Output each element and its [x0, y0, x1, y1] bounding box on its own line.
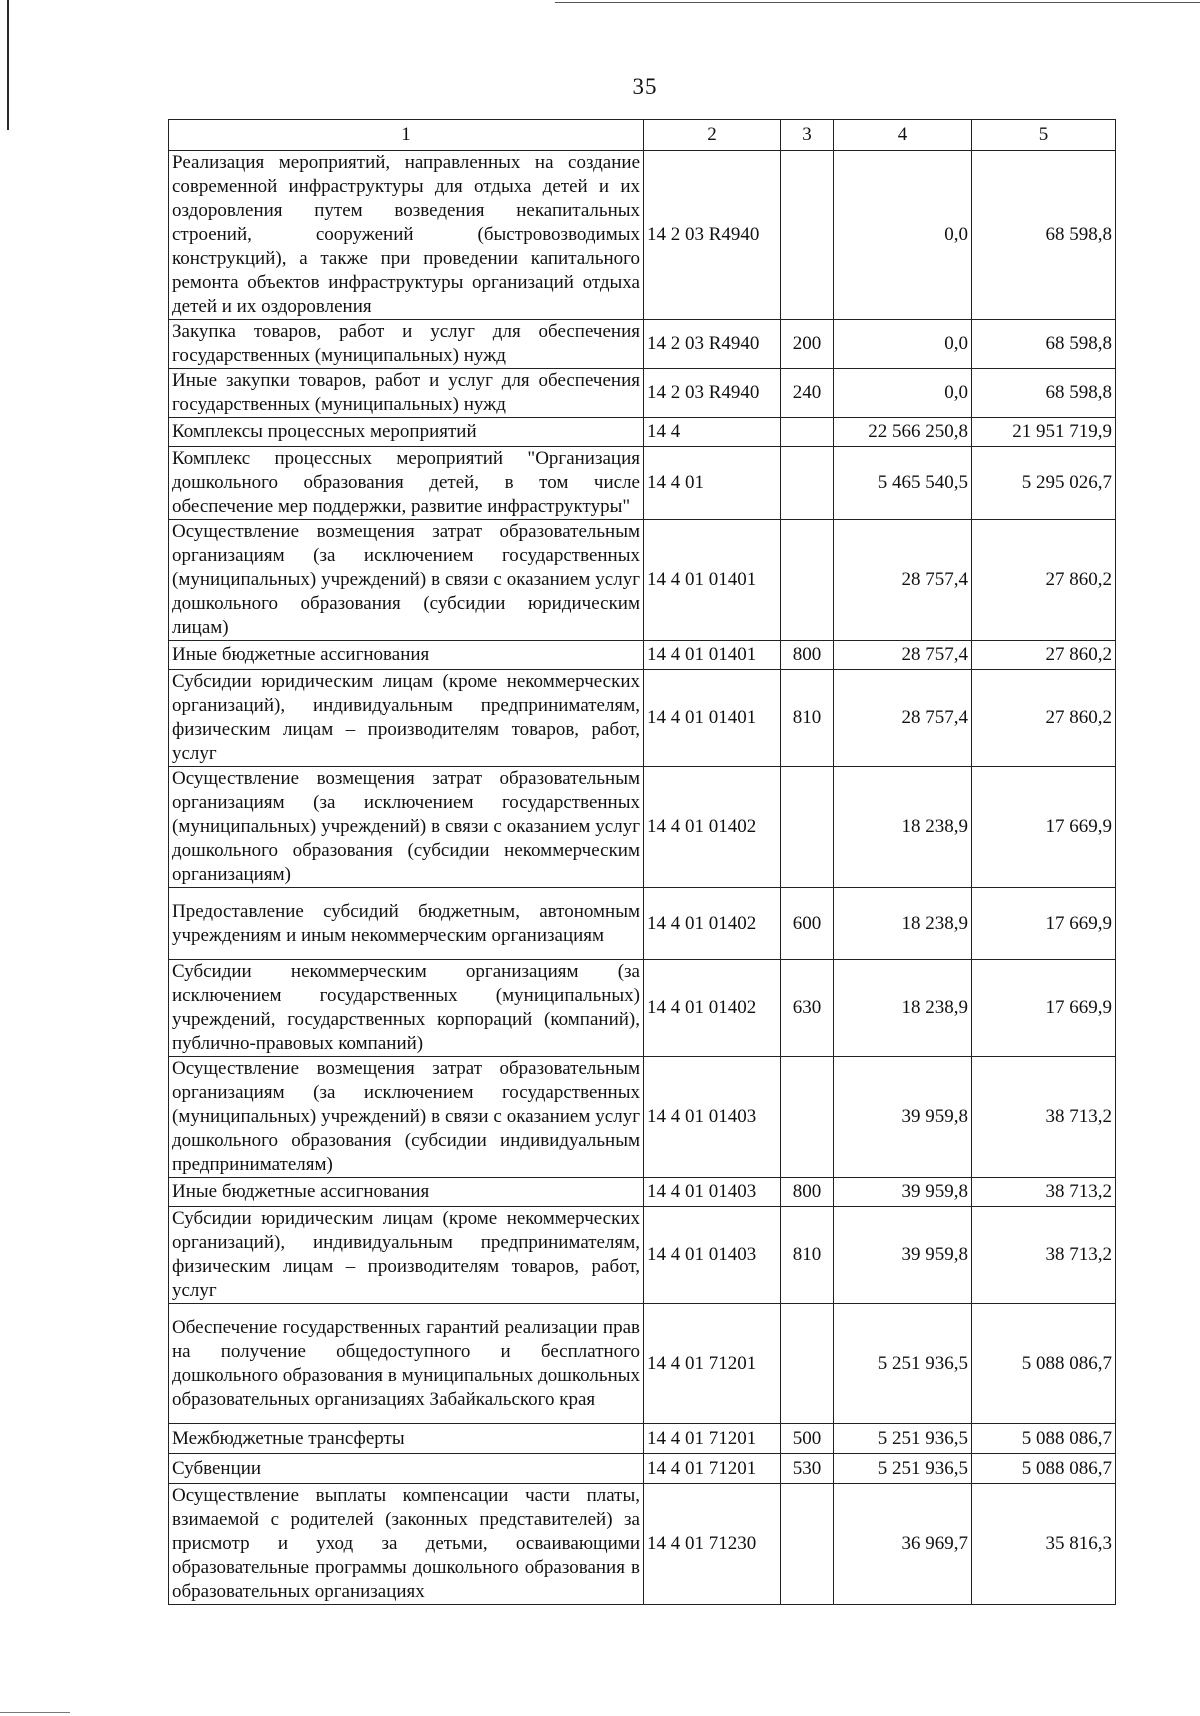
row-name: Межбюджетные трансферты	[169, 1424, 644, 1454]
row-expense-type: 200	[781, 320, 834, 369]
row-code: 14 4 01 01401	[644, 641, 781, 670]
row-code: 14 4 01 71201	[644, 1424, 781, 1454]
row-expense-type	[781, 767, 834, 888]
row-code: 14 4 01 01403	[644, 1207, 781, 1304]
row-name: Осуществление возмещения затрат образовательным организациям (за исключением государственных (муниципальных) учреждений) в связи с оказанием услуг дошкольного образования (субсидии юридическим лицам)	[169, 520, 644, 641]
scan-bottom-edge-mark	[0, 1712, 70, 1713]
row-name: Комплекс процессных мероприятий "Организация дошкольного образования детей, в том числе обеспечение мер поддержки, развитие инфраструктуры"	[169, 447, 644, 520]
row-value-col5: 27 860,2	[972, 670, 1116, 767]
row-code: 14 4 01 71230	[644, 1484, 781, 1605]
row-value-col4: 39 959,8	[834, 1207, 972, 1304]
row-value-col5: 68 598,8	[972, 369, 1116, 418]
row-value-col5: 5 295 026,7	[972, 447, 1116, 520]
table-row	[169, 1484, 1116, 1605]
table-row	[169, 1304, 1116, 1424]
row-expense-type: 800	[781, 641, 834, 670]
row-value-col5: 27 860,2	[972, 520, 1116, 641]
header-col-4: 4	[834, 120, 972, 151]
row-name: Реализация мероприятий, направленных на создание современной инфраструктуры для отдыха детей и их оздоровления путем возведения некапитальных строений, сооружений (быстровозводимых конструкций), а также при проведении капитального ремонта объектов инфраструктуры организаций отдыха детей и их оздоровления	[169, 151, 644, 320]
header-col-2: 2	[644, 120, 781, 151]
row-code: 14 2 03 R4940	[644, 369, 781, 418]
row-name: Иные бюджетные ассигнования	[169, 1178, 644, 1207]
row-value-col5: 5 088 086,7	[972, 1454, 1116, 1484]
table-body	[169, 151, 1116, 1605]
row-name: Предоставление субсидий бюджетным, автономным учреждениям и иным некоммерческим организациям	[169, 888, 644, 960]
row-value-col4: 5 251 936,5	[834, 1454, 972, 1484]
table-row	[169, 1424, 1116, 1454]
header-col-1: 1	[169, 120, 644, 151]
row-value-col4: 18 238,9	[834, 888, 972, 960]
row-expense-type: 810	[781, 670, 834, 767]
row-value-col4: 18 238,9	[834, 767, 972, 888]
row-code: 14 4	[644, 418, 781, 447]
row-name: Осуществление возмещения затрат образовательным организациям (за исключением государственных (муниципальных) учреждений) в связи с оказанием услуг дошкольного образования (субсидии некоммерческим организациям)	[169, 767, 644, 888]
row-value-col5: 35 816,3	[972, 1484, 1116, 1605]
row-expense-type: 240	[781, 369, 834, 418]
row-value-col5: 68 598,8	[972, 320, 1116, 369]
row-value-col5: 17 669,9	[972, 960, 1116, 1057]
row-expense-type: 500	[781, 1424, 834, 1454]
table-row	[169, 670, 1116, 767]
table-row	[169, 1057, 1116, 1178]
table-row	[169, 1454, 1116, 1484]
row-value-col4: 39 959,8	[834, 1057, 972, 1178]
row-code: 14 4 01 71201	[644, 1454, 781, 1484]
table-row	[169, 447, 1116, 520]
row-value-col5: 21 951 719,9	[972, 418, 1116, 447]
table-row	[169, 1207, 1116, 1304]
table-row	[169, 151, 1116, 320]
row-name: Субсидии юридическим лицам (кроме некоммерческих организаций), индивидуальным предпринимателям, физическим лицам – производителям товаров, работ, услуг	[169, 670, 644, 767]
header-row	[169, 120, 1116, 151]
row-name: Субсидии юридическим лицам (кроме некоммерческих организаций), индивидуальным предпринимателям, физическим лицам – производителям товаров, работ, услуг	[169, 1207, 644, 1304]
row-code: 14 4 01 01401	[644, 520, 781, 641]
scan-left-edge-mark	[7, 0, 9, 130]
row-value-col5: 17 669,9	[972, 767, 1116, 888]
table-row	[169, 320, 1116, 369]
row-expense-type	[781, 1484, 834, 1605]
row-code: 14 4 01 01402	[644, 960, 781, 1057]
row-code: 14 4 01 01402	[644, 767, 781, 888]
row-code: 14 4 01 01403	[644, 1178, 781, 1207]
row-expense-type: 810	[781, 1207, 834, 1304]
row-name: Субсидии некоммерческим организациям (за исключением государственных (муниципальных) учреждений, государственных корпораций (компаний), публично-правовых компаний)	[169, 960, 644, 1057]
row-value-col5: 68 598,8	[972, 151, 1116, 320]
budget-table	[168, 119, 1116, 1605]
table-row	[169, 767, 1116, 888]
row-value-col4: 0,0	[834, 369, 972, 418]
row-name: Закупка товаров, работ и услуг для обеспечения государственных (муниципальных) нужд	[169, 320, 644, 369]
row-code: 14 4 01 71201	[644, 1304, 781, 1424]
row-expense-type: 800	[781, 1178, 834, 1207]
row-value-col4: 36 969,7	[834, 1484, 972, 1605]
row-value-col4: 0,0	[834, 151, 972, 320]
row-value-col4: 39 959,8	[834, 1178, 972, 1207]
table-row	[169, 520, 1116, 641]
table-row	[169, 1178, 1116, 1207]
row-value-col5: 38 713,2	[972, 1207, 1116, 1304]
row-expense-type: 530	[781, 1454, 834, 1484]
row-name: Иные бюджетные ассигнования	[169, 641, 644, 670]
row-code: 14 2 03 R4940	[644, 320, 781, 369]
row-value-col5: 5 088 086,7	[972, 1304, 1116, 1424]
row-expense-type: 600	[781, 888, 834, 960]
row-value-col4: 5 465 540,5	[834, 447, 972, 520]
row-name: Субвенции	[169, 1454, 644, 1484]
scan-top-edge-mark	[555, 2, 1200, 3]
row-value-col4: 0,0	[834, 320, 972, 369]
row-value-col4: 28 757,4	[834, 641, 972, 670]
row-name: Иные закупки товаров, работ и услуг для обеспечения государственных (муниципальных) нужд	[169, 369, 644, 418]
row-value-col5: 27 860,2	[972, 641, 1116, 670]
row-value-col4: 22 566 250,8	[834, 418, 972, 447]
row-code: 14 4 01 01403	[644, 1057, 781, 1178]
table-header	[169, 120, 1116, 151]
header-col-3: 3	[781, 120, 834, 151]
table-row	[169, 960, 1116, 1057]
table-row	[169, 418, 1116, 447]
row-value-col4: 28 757,4	[834, 520, 972, 641]
row-code: 14 4 01 01401	[644, 670, 781, 767]
row-expense-type	[781, 151, 834, 320]
table-row	[169, 888, 1116, 960]
row-value-col4: 28 757,4	[834, 670, 972, 767]
row-name: Комплексы процессных мероприятий	[169, 418, 644, 447]
row-code: 14 4 01 01402	[644, 888, 781, 960]
row-name: Осуществление выплаты компенсации части платы, взимаемой с родителей (законных представителей) за присмотр и уход за детьми, осваивающими образовательные программы дошкольного образования в образовательных организациях	[169, 1484, 644, 1605]
row-value-col5: 17 669,9	[972, 888, 1116, 960]
row-value-col4: 5 251 936,5	[834, 1304, 972, 1424]
row-value-col4: 18 238,9	[834, 960, 972, 1057]
row-expense-type	[781, 418, 834, 447]
page-number: 35	[632, 74, 658, 99]
row-value-col4: 5 251 936,5	[834, 1424, 972, 1454]
row-value-col5: 5 088 086,7	[972, 1424, 1116, 1454]
row-expense-type	[781, 1304, 834, 1424]
row-name: Осуществление возмещения затрат образовательным организациям (за исключением государственных (муниципальных) учреждений) в связи с оказанием услуг дошкольного образования (субсидии индивидуальным предпринимателям)	[169, 1057, 644, 1178]
table-row	[169, 641, 1116, 670]
row-expense-type	[781, 1057, 834, 1178]
row-code: 14 2 03 R4940	[644, 151, 781, 320]
row-code: 14 4 01	[644, 447, 781, 520]
row-expense-type	[781, 520, 834, 641]
row-name: Обеспечение государственных гарантий реализации прав на получение общедоступного и бесплатного дошкольного образования в муниципальных дошкольных образовательных организациях Забайкальского края	[169, 1304, 644, 1424]
table-row	[169, 369, 1116, 418]
row-expense-type: 630	[781, 960, 834, 1057]
header-col-5: 5	[972, 120, 1116, 151]
row-value-col5: 38 713,2	[972, 1178, 1116, 1207]
row-expense-type	[781, 447, 834, 520]
row-value-col5: 38 713,2	[972, 1057, 1116, 1178]
